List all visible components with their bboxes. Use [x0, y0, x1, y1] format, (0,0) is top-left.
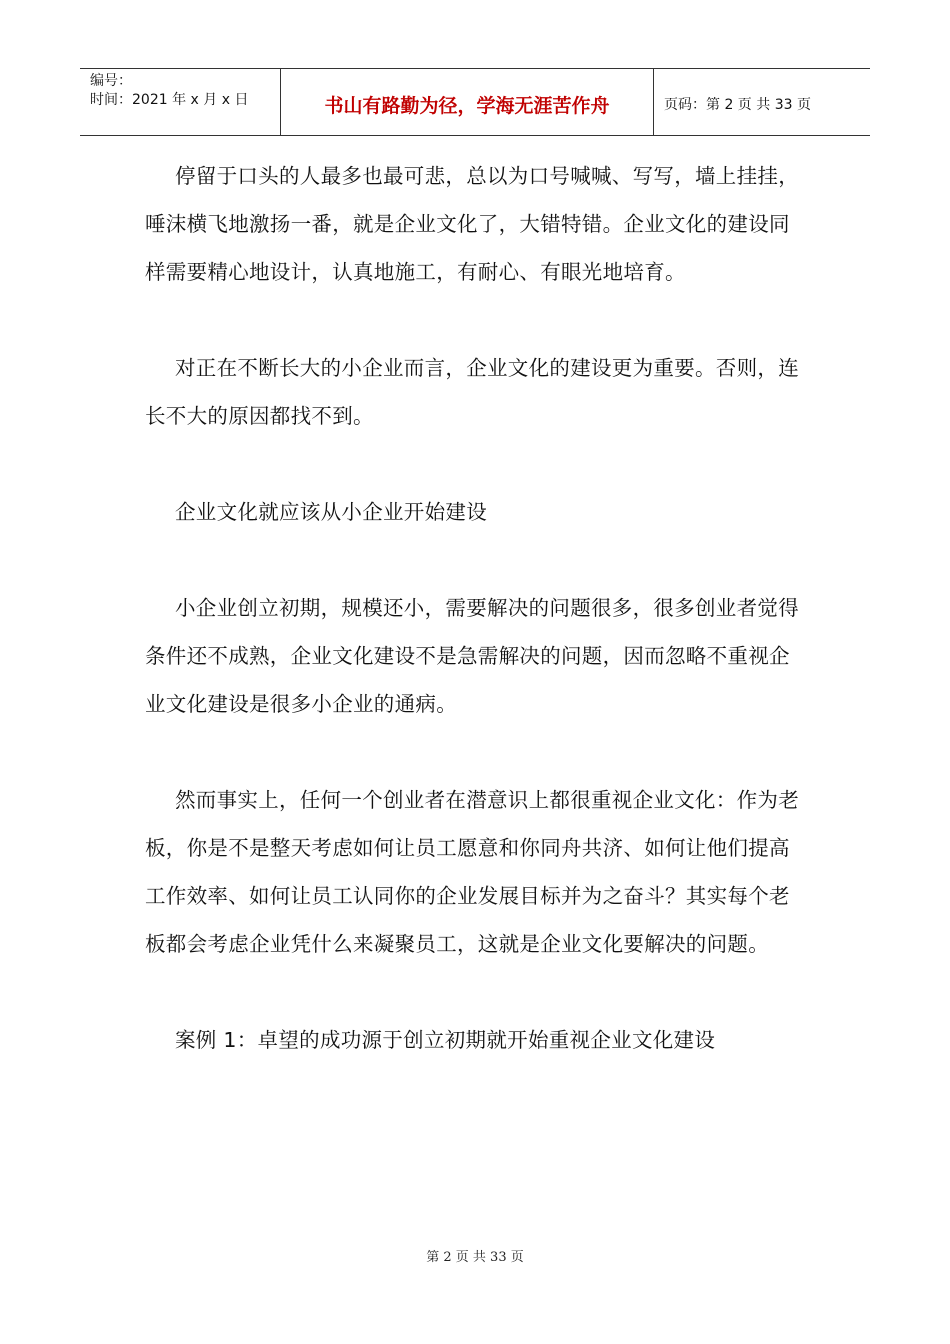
header-meta [80, 69, 281, 135]
header-motto: 书山有路勤为径，学海无涯苦作舟 [281, 69, 654, 135]
document-number-label: 编号： [90, 73, 132, 89]
document-date: 时间：2021 年 x 月 x 日 [90, 92, 249, 108]
paragraph: 停留于口头的人最多也最可悲，总以为口号喊喊、写写，墙上挂挂，唾沫横飞地激扬一番，就是企业文化了，大错特错。企业文化的建设同样需要精心地设计，认真地施工，有耐心、有眼光地培育。 [145, 164, 799, 284]
paragraph: 对正在不断长大的小企业而言，企业文化的建设更为重要。否则，连长不大的原因都找不到。 [145, 356, 799, 428]
header-page-info: 页码：第 2 页 共 33 页 [664, 97, 811, 113]
page-header [80, 68, 870, 136]
page-footer: 第 2 页 共 33 页 [426, 1250, 524, 1265]
document-body [145, 152, 805, 1112]
paragraph: 小企业创立初期，规模还小，需要解决的问题很多，很多创业者觉得条件还不成熟，企业文化建设不是急需解决的问题，因而忽略不重视企业文化建设是很多小企业的通病。 [145, 596, 799, 716]
section-heading: 企业文化就应该从小企业开始建设 [175, 500, 487, 524]
case-heading: 案例 1：卓望的成功源于创立初期就开始重视企业文化建设 [175, 1028, 716, 1052]
paragraph: 然而事实上，任何一个创业者在潜意识上都很重视企业文化：作为老板，你是不是整天考虑如何让员工愿意和你同舟共济、如何让他们提高工作效率、如何让员工认同你的企业发展目标并为之奋斗？其实每个老板都会考虑企业凭什么来凝聚员工，这就是企业文化要解决的问题。 [145, 788, 799, 956]
